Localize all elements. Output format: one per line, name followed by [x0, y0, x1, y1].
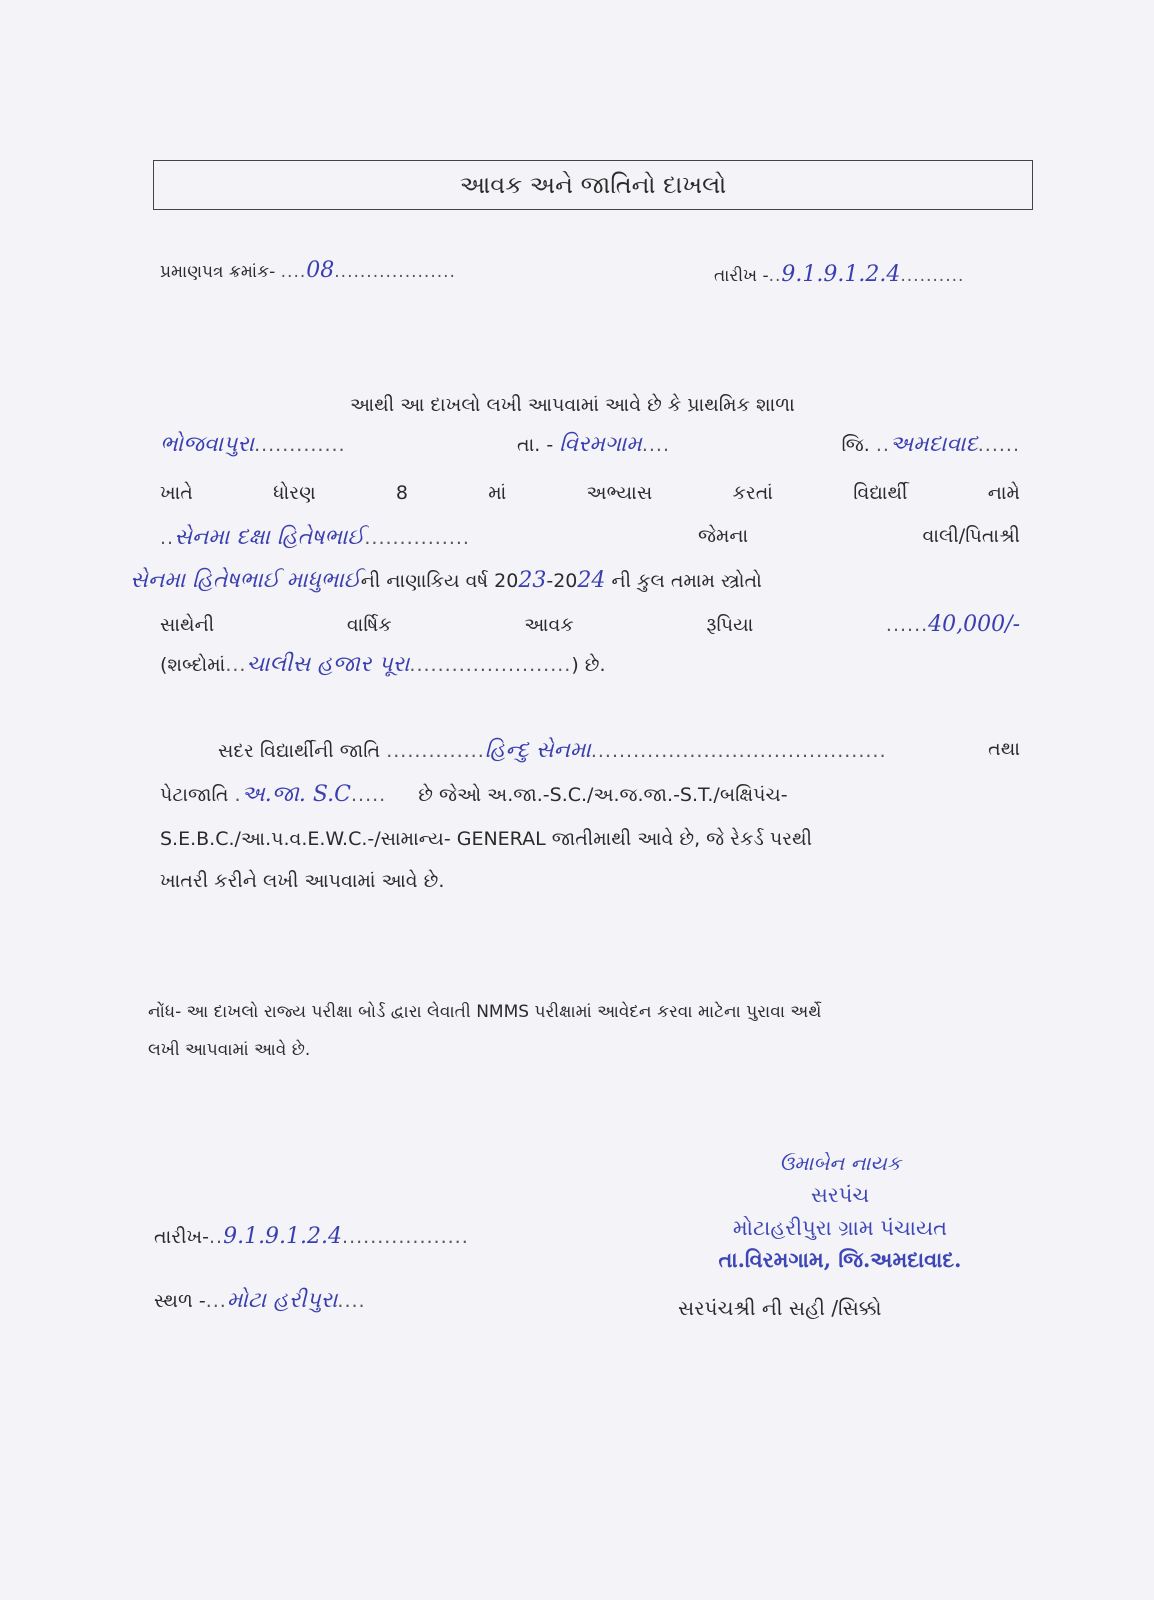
district-value: અમદાવાદ: [889, 432, 978, 457]
guardian-name-value: સેનમા હિતેષભાઈ માધુભાઈ: [130, 568, 361, 593]
footer-place-row: સ્થળ -...મોટા હરીપુરા....: [154, 1288, 366, 1313]
header-date-value: 9.1.9.1.2.4: [781, 262, 901, 287]
cert-number-value: 08: [306, 258, 335, 283]
footer-date-value: 9.1.9.1.2.4: [223, 1224, 343, 1249]
note-line-2: લખી આપવામાં આવે છે.: [148, 1040, 311, 1060]
fy-value-1: 23: [518, 568, 547, 593]
intro-line: આથી આ દાખલો લખી આપવામાં આવે છે કે પ્રાથમિક શાળા: [350, 394, 795, 416]
header-date-row: તારીખ -..9.1.9.1.2.4..........: [714, 262, 965, 287]
subcaste-line: પેટાજાતિ .અ.જા. S.C..... છે જેઓ અ.જા.-S.C./અ.જ.જા.-S.T./બક્ષિપંચ-: [160, 782, 788, 807]
income-line: સાથેની વાર્ષિક આવક રૂપિયા ......40,000/-: [160, 612, 1020, 637]
footer-place-label: સ્થળ -: [154, 1290, 206, 1312]
income-value: 40,000/-: [928, 612, 1020, 637]
student-name-line: ..સેનમા દક્ષા હિતેષભાઈ............... જેમના વાલી/પિતાશ્રી: [160, 525, 1020, 550]
subcaste-value: અ.જા. S.C: [241, 782, 352, 807]
category-line-3: ખાતરી કરીને લખી આપવામાં આવે છે.: [160, 870, 445, 892]
signature-label: સરપંચશ્રી ની સહી /સિક્કો: [678, 1296, 882, 1320]
note-line-1: નોંધ- આ દાખલો રાજ્ય પરીક્ષા બોર્ડ દ્વારા લેવાતી NMMS પરીક્ષામાં આવેદન કરવા માટેના પુરાવા અર્થે: [148, 1002, 822, 1022]
sarpanch-signature: ઉમાબેન નાયક: [779, 1151, 901, 1175]
income-words-line: (શબ્દોમાં...ચાલીસ હજાર પૂરા.......................) છે.: [160, 652, 606, 677]
caste-value: હિન્દુ સેનમા: [484, 738, 591, 763]
category-line-2: S.E.B.C./આ.પ.વ.E.W.C.-/સામાન્ય- GENERAL જાતીમાથી આવે છે, જે રેકર્ડ પરથી: [160, 828, 813, 850]
student-name-value: સેનમા દક્ષા હિતેષભાઈ: [174, 525, 365, 550]
footer-place-value: મોટા હરીપુરા: [226, 1288, 338, 1313]
income-words-value: ચાલીસ હજાર પૂરા: [246, 652, 410, 677]
header-date-label: તારીખ -: [714, 266, 769, 286]
fy-value-2: 24: [577, 568, 606, 593]
certificate-title: આવક અને જાતિનો દાખલો: [459, 171, 727, 199]
footer-date-row: તારીખ-..9.1.9.1.2.4..................: [154, 1224, 469, 1249]
school-value: ભોજવાપુરા: [160, 432, 255, 457]
caste-line: સદર વિદ્યાર્થીની જાતિ ..............હિન્દુ સેનમા.......................................... તથા: [218, 738, 1020, 763]
taluka-value: વિરમગામ: [559, 432, 642, 457]
certificate-title-box: [153, 160, 1033, 210]
cert-number-label: પ્રમાણપત્ર ક્રમાંક-: [160, 262, 276, 282]
guardian-line: સેનમા હિતેષભાઈ માધુભાઈની નાણાકિય વર્ષ 2023-2024 ની કુલ તમામ સ્ત્રોતો: [130, 568, 762, 593]
standard-value: 8: [395, 482, 408, 504]
school-line: ભોજવાપુરા............. તા. - વિરમગામ.... જિ. ..અમદાવાદ......: [160, 432, 1020, 457]
standard-line: ખાતે ધોરણ 8 માં અભ્યાસ કરતાં વિદ્યાર્થી નામે: [160, 482, 1020, 504]
sarpanch-stamp: ઉમાબેન નાયક સરપંચ મોટાહરીપુરા ગ્રામ પંચાયત તા.વિરમગામ, જિ.અમદાવાદ.: [690, 1148, 990, 1277]
cert-number-row: પ્રમાણપત્ર ક્રમાંક- ....08...................: [160, 258, 456, 283]
footer-date-label: તારીખ-: [154, 1226, 209, 1248]
